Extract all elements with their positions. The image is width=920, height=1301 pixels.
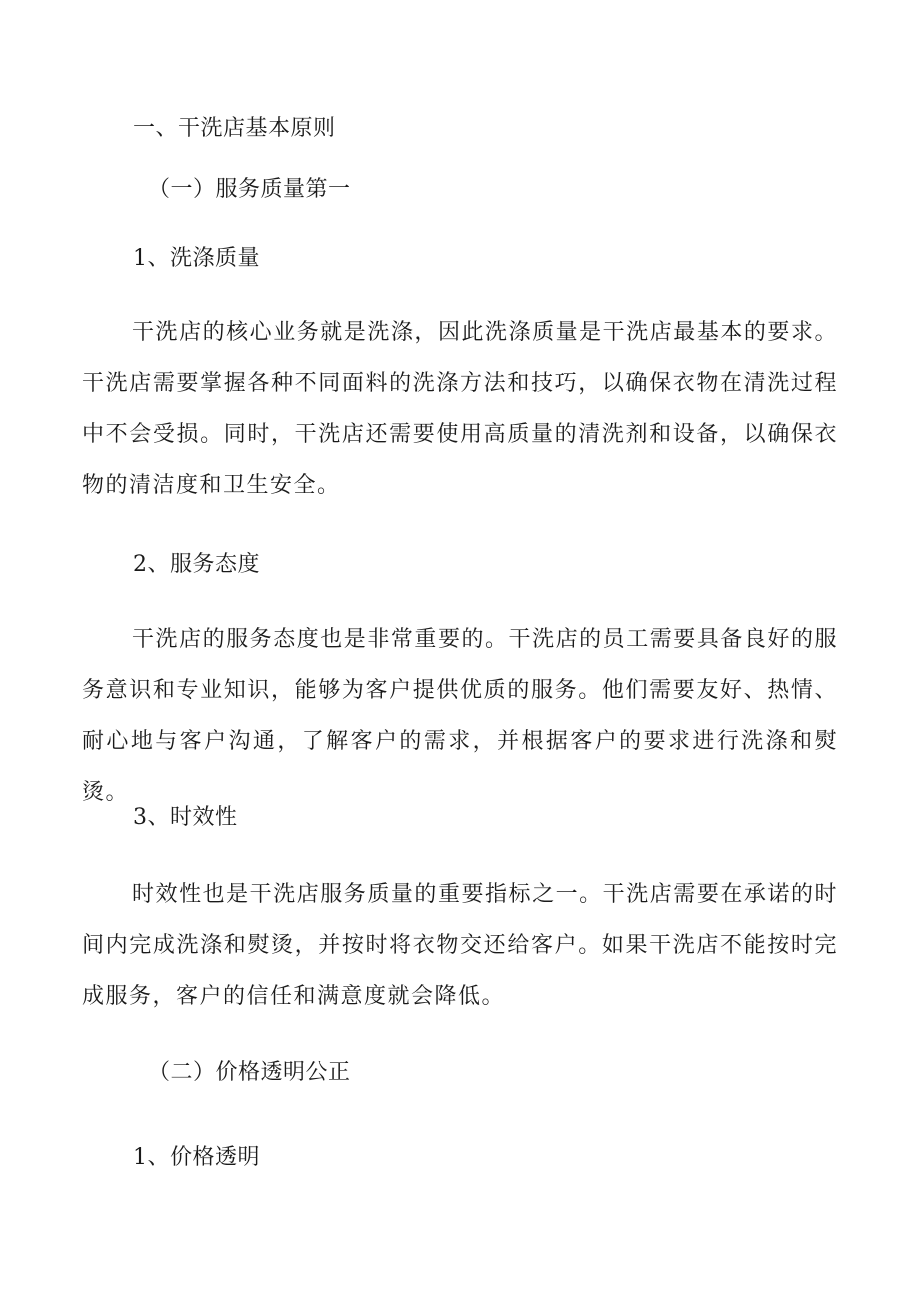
paragraph: 干洗店的核心业务就是洗涤，因此洗涤质量是干洗店最基本的要求。干洗店需要掌握各种不同面料的洗涤方法和技巧，以确保衣物在清洗过程中不会受损。同时，干洗店还需要使用高质量的清洗剂和设备，以确保衣物的清洁度和卫生安全。: [82, 320, 838, 498]
item-title: 1、洗涤质量: [133, 246, 260, 271]
item-title: 3、时效性: [133, 805, 238, 830]
item-title: 1、价格透明: [133, 1145, 260, 1170]
subsection-heading: （二）价格透明公正: [148, 1060, 351, 1085]
subsection-heading: （一）服务质量第一: [148, 177, 351, 202]
paragraph: 时效性也是干洗店服务质量的重要指标之一。干洗店需要在承诺的时间内完成洗涤和熨烫，并按时将衣物交还给客户。如果干洗店不能按时完成服务，客户的信任和满意度就会降低。: [82, 882, 838, 1009]
paragraph: 干洗店的服务态度也是非常重要的。干洗店的员工需要具备良好的服务意识和专业知识，能够为客户提供优质的服务。他们需要友好、热情、耐心地与客户沟通，了解客户的需求，并根据客户的要求进行洗涤和熨烫。: [82, 627, 838, 805]
item-title: 2、服务态度: [133, 552, 260, 577]
section-heading: 一、干洗店基本原则: [133, 116, 336, 141]
